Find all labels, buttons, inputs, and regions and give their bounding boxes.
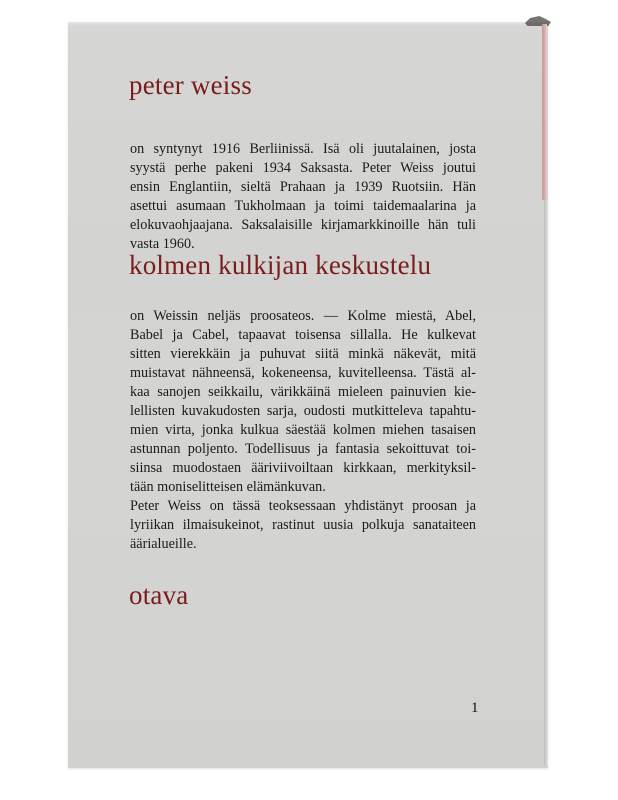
spine-edge xyxy=(544,200,548,766)
book-description xyxy=(130,307,476,497)
page-number: 1 xyxy=(471,700,479,716)
description-line: on Weissin neljäs proosateos. — Kolme miestä, Abel, xyxy=(130,308,476,324)
description-line: lyriikan ilmaisukeinot, rastinut uusia polkuja sanataiteen xyxy=(130,517,476,533)
publisher-heading: otava xyxy=(129,580,189,610)
description-line: mien virta, jonka kulkua säestää kolmen miehen tasaisen xyxy=(130,422,476,438)
book-title-heading: kolmen kulkijan keskustelu xyxy=(129,250,432,280)
bio-line: asettui asumaan Tukholmaan ja toimi taidemaalarina ja xyxy=(130,198,476,214)
book-description-continued xyxy=(130,497,476,554)
bio-line: ensin Englantiin, sieltä Prahaan ja 1939 Ruotsiin. Hän xyxy=(130,179,476,195)
description-line: Babel ja Cabel, tapaavat toisensa sillalla. He kulkevat xyxy=(130,327,476,343)
description-line: siinsa muodostaen ääriviivoiltaan kirkkaan, merkityksil- xyxy=(130,460,476,476)
torn-corner xyxy=(525,16,551,26)
description-line: lellisten kuvakudosten sarja, oudosti mutkitteleva tapahtu- xyxy=(130,403,476,419)
description-line: kaa sanojen seikkailu, värikkäinä mieleen painuvien kie- xyxy=(130,384,476,400)
description-line: astunnan poljento. Todellisuus ja fantasia sekoittuvat toi- xyxy=(130,441,476,457)
author-bio xyxy=(130,140,476,254)
author-heading: peter weiss xyxy=(129,70,252,100)
description-line: äärialueille. xyxy=(130,536,197,552)
description-line: Peter Weiss on tässä teoksessaan yhdistänyt proosan ja xyxy=(130,498,476,514)
bio-line: syystä perhe pakeni 1934 Saksasta. Peter Weiss joutui xyxy=(130,160,476,176)
description-line: sitten vierekkäin ja puhuvat siitä minkä näkevät, mitä xyxy=(130,346,476,362)
bio-line: on syntynyt 1916 Berliinissä. Isä oli juutalainen, josta xyxy=(130,141,476,157)
description-line: tään moniselitteisen elämänkuvan. xyxy=(130,479,326,495)
bio-line: elokuvaohjaajana. Saksalaisille kirjamarkkinoille hän tuli xyxy=(130,217,476,233)
bio-line: vasta 1960. xyxy=(130,236,195,252)
spine-edge-pink xyxy=(542,24,547,200)
description-line: muistavat nähneensä, kokeneensa, kuvitelleensa. Tästä al- xyxy=(130,365,476,381)
